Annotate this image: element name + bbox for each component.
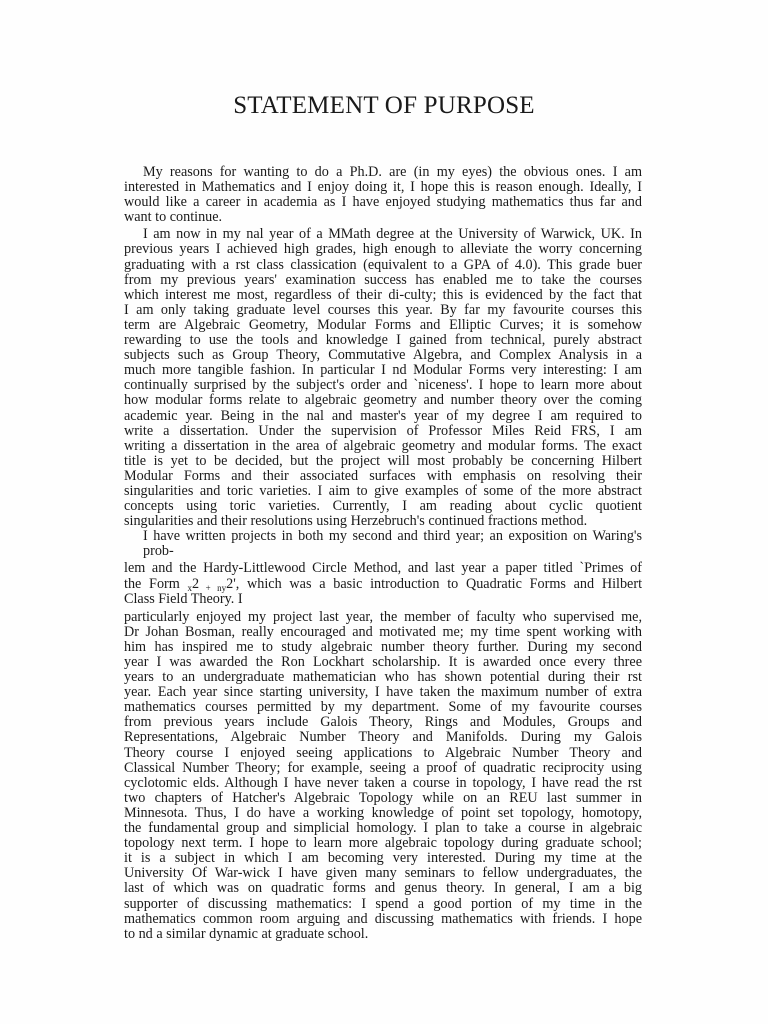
text-line: previous years I achieved high grades, high enough to alleviate the worry concerning <box>124 241 642 258</box>
paragraph-projects <box>124 529 642 942</box>
formula-exponent: 2 <box>192 575 200 592</box>
text-line: particularly enjoyed my project last year, the member of faculty who supervised me, <box>124 608 642 625</box>
text-line: topology next term. I hope to learn more algebraic topology during graduate school; <box>124 835 642 852</box>
text-line: years to an undergraduate mathematician who has shown potential during their rst <box>124 669 642 686</box>
text-line: academic year. Being in the nal and master's year of my degree I am required to <box>124 407 642 424</box>
text-line: Classical Number Theory; for example, seeing a proof of quadratic reciprocity using <box>124 759 642 776</box>
paragraph-current-study <box>124 227 642 529</box>
text-line: want to continue. <box>124 209 223 226</box>
text-line: year. Each year since starting university, I have taken the maximum number of extra <box>124 684 642 701</box>
text-line: Modular Forms and their associated surfaces with emphasis on resolving their <box>124 467 642 484</box>
text-fragment: ', which was a basic introduction to Quadratic Forms and Hilbert <box>233 575 643 592</box>
document-body <box>124 165 642 942</box>
formula-variable: x <box>187 582 193 593</box>
text-line: prob- <box>143 543 174 560</box>
text-line: rewarding to use the tools and knowledge I gained from technical, purely abstract <box>124 332 642 349</box>
text-line: supporter of discussing mathematics: I spend a good portion of my time in the <box>124 895 642 912</box>
text-line: graduating with a rst class classication (equivalent to a GPA of 4.0). This grade buer <box>124 256 642 273</box>
text-line: Representations, Algebraic Number Theory and Manifolds. During my Galois <box>124 729 642 746</box>
text-line: much more tangible fashion. In particular I nd Modular Forms very interesting: I am <box>124 362 642 379</box>
paragraph-reasons <box>124 165 642 225</box>
text-line: singularities and their resolutions using Herzebruch's continued fractions method. <box>124 513 588 530</box>
text-line: from my previous years' examination success has enabled me to take the courses <box>124 271 642 288</box>
text-line: writing a dissertation in the area of algebraic geometry and modular forms. The exact <box>124 437 642 454</box>
text-line: Minnesota. Thus, I do have a working knowledge of point set topology, homotopy, <box>124 804 642 821</box>
text-line: the fundamental group and simplicial homology. I plan to take a course in algebraic <box>124 820 642 837</box>
text-line: two chapters of Hatcher's Algebraic Topology while on an REU last summer in <box>124 789 642 806</box>
text-fragment: the Form <box>124 575 188 592</box>
text-line: My reasons for wanting to do a Ph.D. are (in my eyes) the obvious ones. I am <box>143 164 642 180</box>
text-line: from previous years include Galois Theory, Rings and Modules, Groups and <box>124 714 642 731</box>
text-line: Class Field Theory. I <box>124 590 243 607</box>
text-line: I am now in my nal year of a MMath degree at the University of Warwick, UK. In <box>143 226 642 243</box>
text-line: Dr Johan Bosman, really encouraged and motivated me; my time spent working with <box>124 623 642 640</box>
text-line: him has inspired me to study algebraic number theory further. During my second <box>124 638 642 655</box>
text-line: interested in Mathematics and I enjoy doing it, I hope this is reason enough. Ideally, I <box>124 179 642 196</box>
text-line: it is a subject in which I am becoming very interested. During my time at the <box>124 850 642 867</box>
text-line: title is yet to be decided, but the project will most probably be concerning Hilbert <box>124 452 642 469</box>
text-line: year I was awarded the Ron Lockhart scholarship. It is awarded once every three <box>124 654 642 670</box>
text-line: to nd a similar dynamic at graduate school. <box>124 925 369 942</box>
text-line: write a dissertation. Under the supervision of Professor Miles Reid FRS, I am <box>124 422 642 439</box>
text-line: lem and the Hardy-Littlewood Circle Method, and last year a paper titled `Primes of <box>124 560 642 577</box>
text-line: Theory course I enjoyed seeing applications to Algebraic Number Theory and <box>124 744 642 761</box>
text-line: concepts using toric varieties. Currently, I am reading about cyclic quotient <box>124 498 642 515</box>
formula-line <box>124 577 642 592</box>
document-title: STATEMENT OF PURPOSE <box>233 92 535 119</box>
formula-term: + ny <box>199 582 227 593</box>
text-line: would like a career in academia as I have enjoyed studying mathematics thus far and <box>124 194 642 211</box>
text-line: how modular forms relate to algebraic geometry and number theory over the coming <box>124 392 642 409</box>
text-line: which interest me most, regardless of their di-culty; this is evidenced by the fact that <box>124 286 642 303</box>
text-line: mathematics courses permitted by my department. Some of my favourite courses <box>124 699 642 716</box>
formula-exponent: 2 <box>226 575 234 592</box>
text-line: cyclotomic elds. Although I have never taken a course in topology, I have read the rst <box>124 774 642 791</box>
text-line: term are Algebraic Geometry, Modular Forms and Elliptic Curves; it is somehow <box>124 316 642 333</box>
text-line: I have written projects in both my second and third year; an exposition on Waring's <box>143 528 642 545</box>
text-line: subjects such as Group Theory, Commutative Algebra, and Complex Analysis in a <box>124 347 642 364</box>
text-line: University Of War-wick I have given many seminars to fellow undergraduates, the <box>124 865 642 882</box>
text-line: mathematics common room arguing and discussing mathematics with friends. I hope <box>124 910 642 927</box>
text-line: continually surprised by the subject's order and `niceness'. I hope to learn more about <box>124 377 642 394</box>
text-line: I am only taking graduate level courses this year. By far my favourite courses this <box>124 301 642 318</box>
text-line: singularities and toric varieties. I aim to give examples of some of the more abstract <box>124 482 642 499</box>
text-line: last of which was on quadratic forms and genus theory. In general, I am a big <box>124 880 642 897</box>
